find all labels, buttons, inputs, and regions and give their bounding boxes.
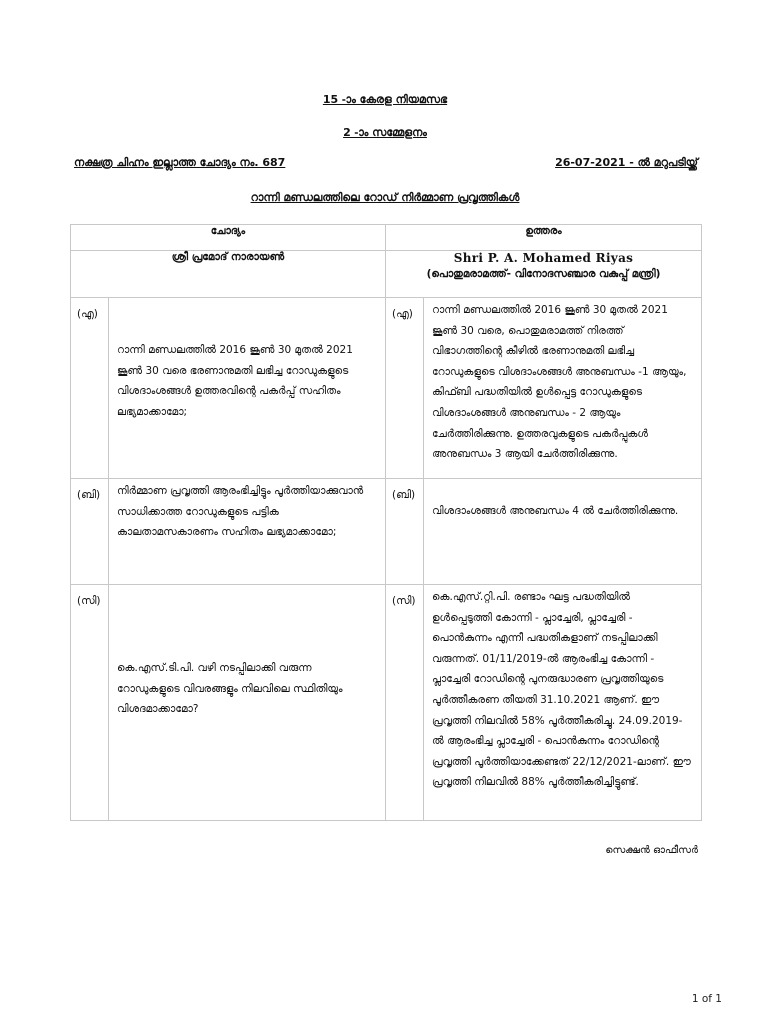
question-text: റാന്നി മണ്ഡലത്തിൽ 2016 ജൂൺ 30 മുതൽ 2021 ജൂൺ 30 വരെ ഭരണാനുമതി ലഭിച്ച റോഡുകളുടെ വിശദാംശങ്ങൾ ഉത്തരവിന്റെ പകർപ്പ് സഹിതം ലഭ്യമാക്കാമോ;: [117, 344, 353, 418]
question-label: (ബി): [71, 479, 109, 585]
answer-label: (സി): [386, 585, 424, 821]
answer-cell: [424, 479, 702, 585]
answer-cell: [424, 298, 702, 479]
mla-name: ശ്രീ പ്രമോദ് നാരായൺ: [171, 251, 285, 263]
answer-text: കെ.എസ്.റ്റി.പി. രണ്ടാം ഘട്ട പദ്ധതിയിൽ ഉൾപ്പെടുത്തി കോന്നി - പ്ലാച്ചേരി, പ്ലാച്ചേരി - പൊൻകുന്നം എന്നീ പദ്ധതികളാണ് നടപ്പിലാക്കി വരുന്നത്. 01/11/2019-ൽ ആരംഭിച്ച കോന്നി - പ്ലാച്ചേരി റോഡിന്റെ പുനരുദ്ധാരണ പ്രവൃത്തിയുടെ പൂർത്തീകരണ തീയതി 31.10.2021 ആണ്. ഈ പ്രവൃത്തി നിലവിൽ 58% പൂർത്തീകരിച്ചു. 24.09.2019-ൽ ആരംഭിച്ച പ്ലാച്ചേരി - പൊൻകുന്നം റോഡിന്റെ പ്രവൃത്തി പൂർത്തിയാക്കേണ്ടത് 22/12/2021-ലാണ്. ഈ പ്രവൃത്തി നിലവിൽ 88% പൂർത്തീകരിച്ചിട്ടുണ്ട്.: [432, 591, 691, 789]
question-cell: [109, 298, 386, 479]
question-number: നക്ഷത്ര ചിഹ്നം ഇല്ലാത്ത ചോദ്യം നം. 687: [74, 156, 286, 169]
minister-department: (പൊതുമരാമത്ത്- വിനോദസഞ്ചാര വകുപ്പ് മന്ത്രി): [426, 268, 661, 280]
page-number: 1 of 1: [691, 993, 722, 1005]
question-cell: [109, 585, 386, 821]
session-title: 2 -ാം സമ്മേളനം: [343, 126, 427, 139]
answer-text: വിശദാംശങ്ങൾ അനുബന്ധം 4 ൽ ചേർത്തിരിക്കുന്നു.: [432, 505, 679, 517]
table-row: [71, 585, 702, 821]
minister-name: Shri P. A. Mohamed Riyas: [453, 251, 634, 265]
table-header-row: [71, 225, 702, 251]
mla-cell: [71, 251, 386, 298]
answer-text: റാന്നി മണ്ഡലത്തിൽ 2016 ജൂൺ 30 മുതൽ 2021 ജൂൺ 30 വരെ, പൊതുമരാമത്ത് നിരത്ത് വിഭാഗത്തിന്റെ കീഴിൽ ഭരണാനുമതി ലഭിച്ച റോഡുകളുടെ വിശദാംശങ്ങൾ അനുബന്ധം -1 ആയും, കിഫ്ബി പദ്ധതിയിൽ ഉൾപ്പെട്ട റോഡുകളുടെ വിശദാംശങ്ങൾ അനുബന്ധം - 2 ആയും ചേർത്തിരിക്കുന്നു. ഉത്തരവുകളുടെ പകർപ്പുകൾ അനുബന്ധം 3 ആയി ചേർത്തിരിക്കുന്നു.: [432, 304, 687, 461]
names-row: [71, 251, 702, 298]
answer-label: (ബി): [386, 479, 424, 585]
question-label: (എ): [71, 298, 109, 479]
qa-table: [70, 224, 702, 821]
assembly-title: 15 -ാം കേരള നിയമസഭ: [322, 93, 448, 106]
question-cell: [109, 479, 386, 585]
question-topic: റാന്നി മണ്ഡലത്തിലെ റോഡ് നിർമ്മാണ പ്രവൃത്തികൾ: [250, 191, 520, 204]
answer-date: 26-07-2021 - ൽ മറുപടിയ്ക്ക്: [555, 156, 698, 169]
question-label: (സി): [71, 585, 109, 821]
question-text: നിർമ്മാണ പ്രവൃത്തി ആരംഭിച്ചിട്ടും പൂർത്തിയാക്കുവാൻ സാധിക്കാത്ത റോഡുകളുടെ പട്ടിക കാലതാമസകാരണം സഹിതം ലഭ്യമാക്കാമോ;: [117, 485, 364, 539]
answer-label: (എ): [386, 298, 424, 479]
question-header: ചോദ്യം: [71, 225, 386, 251]
table-row: [71, 479, 702, 585]
answer-cell: [424, 585, 702, 821]
question-text: കെ.എസ്.ടി.പി. വഴി നടപ്പിലാക്കി വരുന്ന റോഡുകളുടെ വിവരങ്ങളും നിലവിലെ സ്ഥിതിയും വിശദമാക്കാമോ?: [117, 662, 343, 716]
signature-designation: സെക്ഷൻ ഓഫീസർ: [605, 845, 698, 856]
minister-cell: [386, 251, 702, 298]
table-row: [71, 298, 702, 479]
answer-header: ഉത്തരം: [386, 225, 702, 251]
